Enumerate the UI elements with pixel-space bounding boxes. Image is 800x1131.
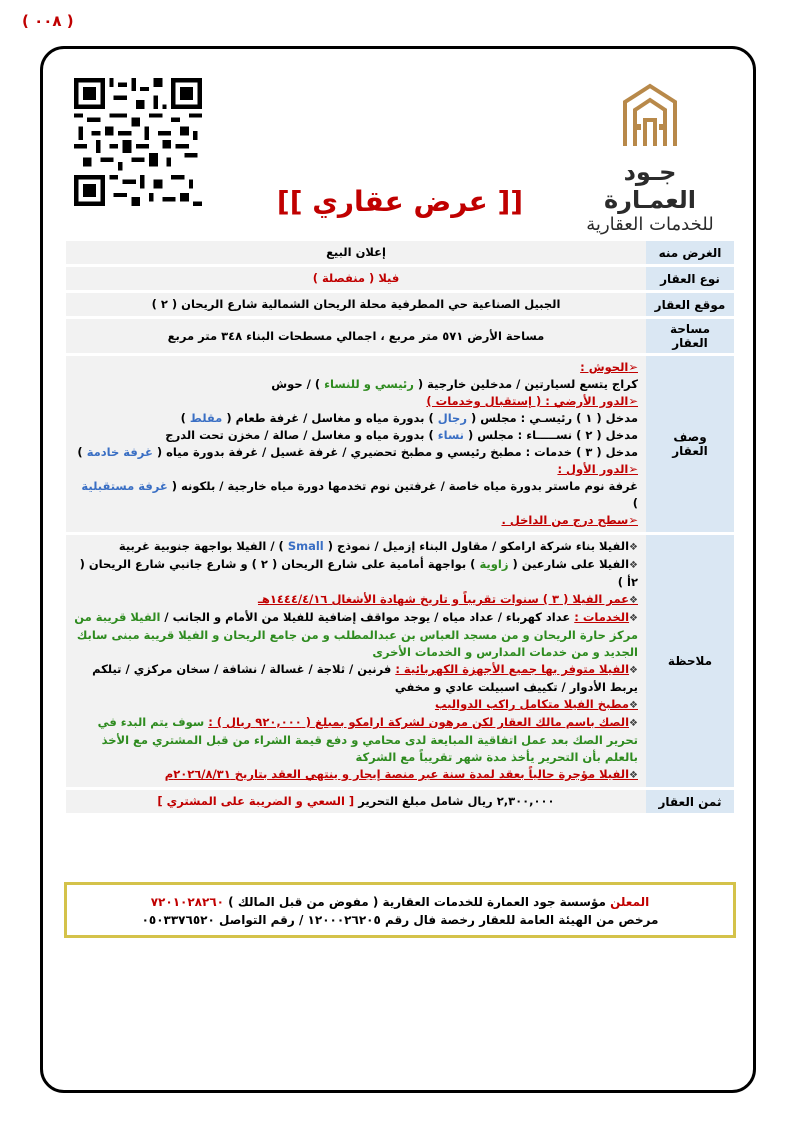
row-purpose: [66, 241, 734, 264]
ground-line-2: [74, 427, 638, 444]
g1-e: ): [180, 411, 186, 425]
n2-b: زاوية: [479, 557, 509, 571]
advertiser-line: [67, 893, 733, 911]
value-type: فيلا ( منفصلة ): [66, 267, 646, 290]
appliances-text: فرنين / ثلاجة / غسالة / نشافة / سخان مركزي / تيلكم يربط الأدوار / تكييف اسبيلت عادي و مخفي: [92, 662, 638, 694]
price-amount: ٢,٣٠٠,٠٠٠ ريال شامل مبلغ التحرير: [358, 794, 555, 808]
license-line: مرخص من الهيئة العامة للعقار رخصة فال رقم ١٢٠٠٠٢٦٢٠٥ / رقم التواصل ٠٥٠٣٣٧٦٥٢٠: [141, 913, 659, 927]
f1-c: ): [632, 496, 638, 510]
g1-b: رجال: [437, 411, 467, 425]
n1-a: الفيلا بناء شركة ارامكو / مقاول البناء إزميل / نموذج (: [327, 539, 630, 553]
row-price: [66, 790, 734, 813]
row-area: [66, 319, 734, 353]
label-location: موقع العقار: [646, 293, 734, 316]
property-table: [66, 238, 734, 816]
note-builder: [74, 538, 638, 556]
g1-c: ) بدورة مياه و مغاسل / غرفة طعام (: [226, 411, 434, 425]
n2-a: الفيلا على شارعين (: [512, 557, 630, 571]
row-description: [66, 356, 734, 532]
note-appliances: [74, 661, 638, 696]
first-floor-text: [74, 478, 638, 512]
appliances-heading: الفيلا متوفر بها جميع الأجهزة الكهربائية :: [395, 662, 630, 676]
f1-a: غرفة نوم ماستر بدورة مياه خاصة / غرفتين نوم تخدمها دورة مياه خارجية / بلكونه (: [171, 479, 638, 493]
row-type: [66, 267, 734, 290]
note-rent: ❖ الفيلا مؤجرة حالياً بعقد لمدة سنة عبر منصة إيجار و ينتهي العقد بتاريخ ٢٠٢٦/٨/٣١م: [74, 766, 638, 784]
label-purpose: الغرض منه: [646, 241, 734, 264]
qr-code-icon: [74, 78, 202, 206]
advertiser-box: [64, 882, 736, 938]
advertiser-text: مؤسسة جود العمارة للخدمات العقارية ( مفوض من قبل المالك ): [228, 895, 606, 909]
company-logo: [575, 80, 725, 235]
g3-b: غرفة خادمة: [86, 445, 153, 459]
f1-b: غرفة مستقبلية: [81, 479, 168, 493]
row-notes: [66, 535, 734, 787]
advertiser-label: المعلن: [610, 895, 650, 909]
yard-text-c: ) / حوش: [271, 377, 321, 391]
services-b: الفيلا قريبة من مركز حارة الريحان و من مسجد العباس بن عبدالمطلب و من جامع الريحان و الفيلا قريبة مبنى سابك الجديد و من خدمات المدارس و الخدمات الأخرى: [74, 610, 638, 659]
note-age: ❖ عمر الفيلا ( ٣ ) سنوات تقريباً و تاريخ شهادة الأشغال ١٤٤٤/٤/١٦هـ: [74, 591, 638, 609]
label-description: وصف العقار: [646, 356, 734, 532]
building-logo-icon: [615, 80, 685, 150]
row-location: [66, 293, 734, 316]
value-location: الجبيل الصناعية حي المطرفية محلة الريحان الشمالية شارع الريحان ( ٢ ): [66, 293, 646, 316]
g3-a: مدخل ( ٣ ) خدمات : مطبخ رئيسي و مطبخ تحضيري / غرفة غسيل / غرفة بدورة مياه (: [156, 445, 638, 459]
g2-c: ) بدورة مياه و مغاسل / صالة / مخزن تحت الدرج: [165, 428, 434, 442]
page-number: ( ٠٠٨ ): [22, 12, 74, 30]
roof-text: ➢ سطح درج من الداخل .: [74, 512, 638, 529]
ground-heading: ➢ الدور الأرضي : ( إستقبال وخدمات ): [74, 393, 638, 410]
note-corner: [74, 556, 638, 591]
first-floor-heading: ➢ الدور الأول :: [74, 461, 638, 478]
yard-text-b: رئيسي و للنساء: [324, 377, 414, 391]
n1-b: Small: [287, 539, 324, 553]
value-area: مساحة الأرض ٥٧١ متر مربع ، اجمالي مسطحات البناء ٣٤٨ متر مربع: [66, 319, 646, 353]
page-title: [[ عرض عقاري ]]: [276, 185, 524, 218]
value-notes: [66, 535, 646, 787]
price-note: [ السعي و الضريبة على المشتري ]: [157, 794, 355, 808]
label-type: نوع العقار: [646, 267, 734, 290]
label-price: ثمن العقار: [646, 790, 734, 813]
ground-line-3: [74, 444, 638, 461]
n2-c: ) بواجهة أمامية على شارع الريحان ( ٢ ) و شارع جانبي شارع الريحان ( ٢أ ): [79, 557, 638, 589]
services-a: عداد كهرباء / عداد مياه / يوجد مواقف إضافية للفيلا من الأمام و الجانب /: [164, 610, 571, 624]
value-description: [66, 356, 646, 532]
value-price: [66, 790, 646, 813]
advertiser-number: ٧٢٠١٠٢٨٢٦٠: [150, 895, 224, 909]
services-heading: الخدمات :: [574, 610, 630, 624]
g1-d: مقلط: [189, 411, 223, 425]
g2-b: نساء: [437, 428, 464, 442]
note-deed: [74, 714, 638, 766]
value-purpose: إعلان البيع: [66, 241, 646, 264]
ground-line-1: [74, 410, 638, 427]
note-kitchen: ❖ مطبخ الفيلا متكامل راكب الدواليب: [74, 696, 638, 714]
deed-heading: الصك باسم مالك العقار لكن مرهون لشركة ارامكو بمبلغ ( ٩٢٠,٠٠٠ ريال ) :: [208, 715, 630, 729]
logo-name: جـود العمـارة: [603, 158, 697, 214]
yard-text: [74, 376, 638, 393]
yard-text-a: كراج يتسع لسيارتين / مدخلين خارجية (: [417, 377, 638, 391]
logo-subtitle: للخدمات العقارية: [586, 214, 714, 235]
g3-c: ): [77, 445, 83, 459]
note-services: [74, 609, 638, 661]
label-area: مساحة العقار: [646, 319, 734, 353]
g1-a: مدخل ( ١ ) رئيسـي : مجلس (: [470, 411, 638, 425]
n1-c: ) / الفيلا بواجهة جنوبية غربية: [118, 539, 284, 553]
label-notes: ملاحظة: [646, 535, 734, 787]
deed-text: سوف يتم البدء في تحرير الصك بعد عمل اتفاقية المبايعة لدى محامي و دفع قيمة الشراء من قبل المشتري مع الأخذ بالعلم بأن التحرير يأخذ مدة شهر تقريباً مع الشركة: [97, 715, 638, 764]
g2-a: مدخل ( ٢ ) نســـــاء : مجلس (: [468, 428, 638, 442]
yard-heading: ➢ الحوش :: [74, 359, 638, 376]
